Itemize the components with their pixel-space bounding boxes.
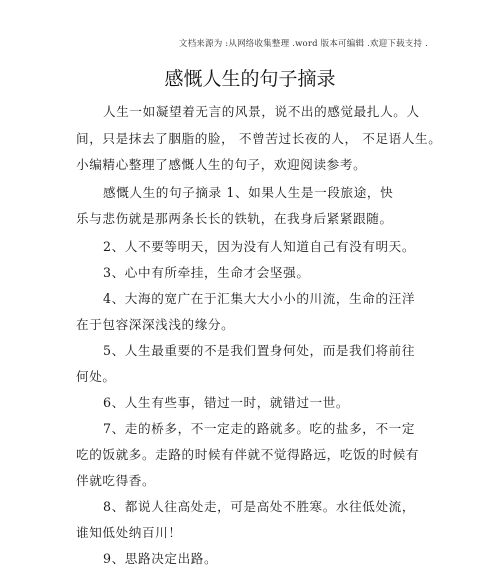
text-line: 5、人生最重要的不是我们置身何处，而是我们将前往 (103, 343, 416, 358)
text-line: 小编精心整理了感慨人生的句子，欢迎阅读参考。 (76, 157, 367, 172)
page-title: 感慨人生的句子摘录 (164, 68, 336, 90)
text-line: 2、人不要等明天，因为没有人知道自己有没有明天。 (103, 239, 416, 254)
header-note: 文档来源为 :从网络收集整理 .word 版本可编辑 .欢迎下载支持 . (178, 39, 428, 49)
text-line: 乐与悲伤就是那两条长长的铁轨，在我身后紧紧跟随。 (76, 211, 393, 226)
text-line: 在于包容深深浅浅的缘分。 (76, 317, 235, 332)
text-line: 感慨人生的句子摘录 1、如果人生是一段旅途，快 (103, 185, 394, 200)
text-line: 7、走的桥多，不一定走的路就多。吃的盐多，不一定 (103, 421, 416, 436)
text-line: 间，只是抹去了胭脂的脸， 不曾苦过长夜的人， 不足语人生。 (76, 131, 442, 146)
text-line: 吃的饭就多。走路的时候有伴就不觉得路远，吃饭的时候有 (76, 447, 420, 462)
text-line: 谁知低处纳百川！ (76, 525, 182, 540)
text-line: 何处。 (76, 369, 116, 384)
text-line: 4、大海的宽广在于汇集大大小小的川流，生命的汪洋 (103, 291, 416, 306)
text-line: 6、人生有些事，错过一时，就错过一世。 (103, 395, 350, 410)
text-line: 8、都说人往高处走，可是高处不胜寒。水往低处流， (103, 499, 416, 514)
text-line: 3、心中有所牵挂，生命才会坚强。 (103, 265, 310, 280)
text-line: 伴就吃得香。 (76, 473, 156, 488)
text-line: 人生一如凝望着无言的风景，说不出的感觉最扎人。人 (103, 104, 420, 119)
text-line: 9、思路决定出路。 (103, 551, 218, 566)
